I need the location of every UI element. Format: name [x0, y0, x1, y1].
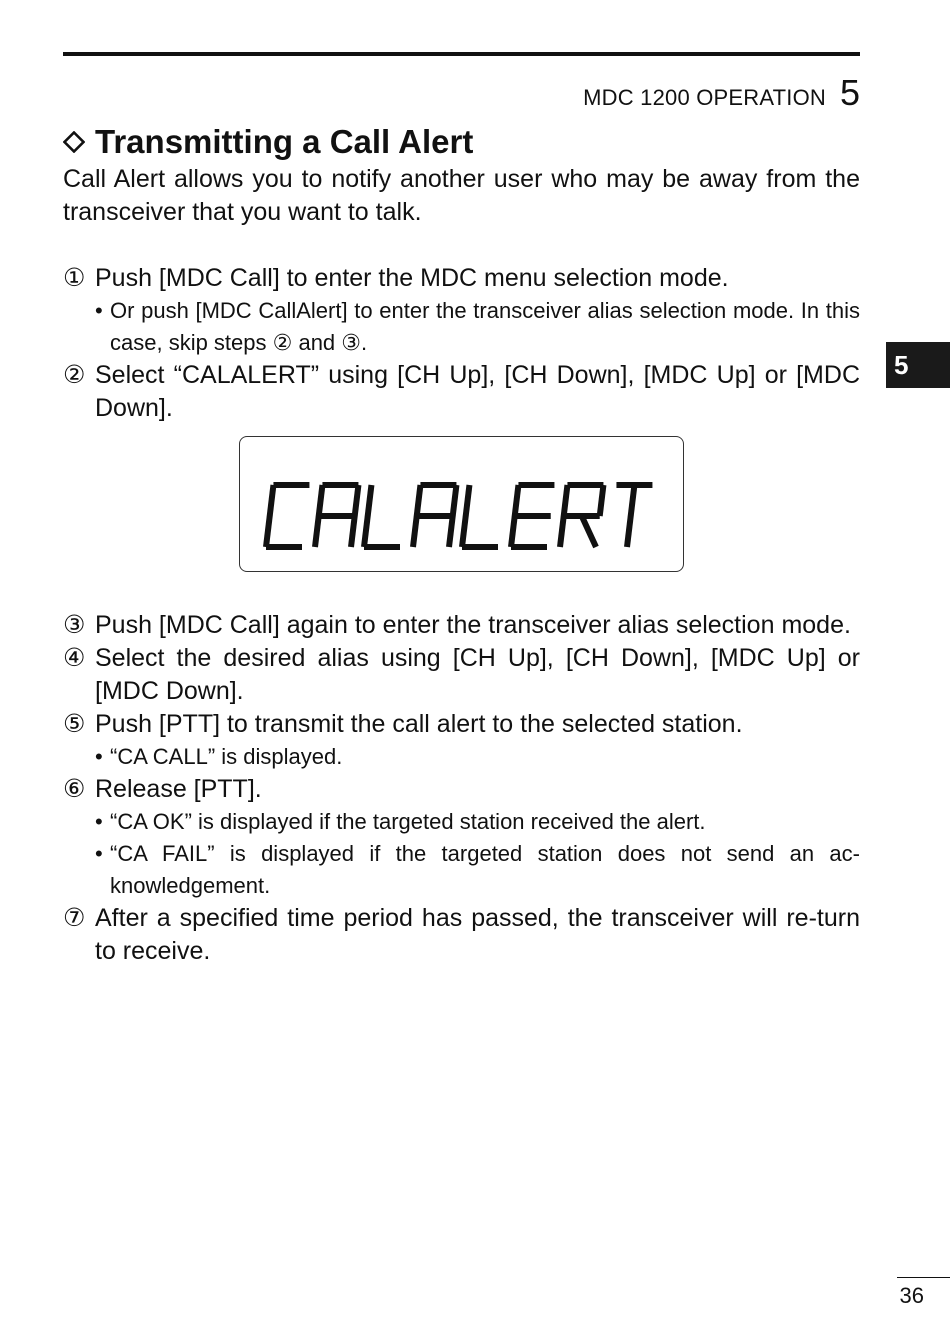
lcd-segment [462, 485, 469, 547]
bullet-mark: • [95, 744, 103, 769]
bullet-mark: • [95, 298, 103, 323]
lcd-segment [582, 516, 596, 547]
heading-text: Transmitting a Call Alert [95, 123, 474, 160]
step-number: ① [63, 264, 86, 292]
steps-list-part-2 [63, 609, 860, 968]
step-text: Push [PTT] to transmit the call alert to the selected station. [95, 710, 743, 738]
lcd-segment [600, 485, 604, 516]
chapter-tab: 5 [886, 342, 950, 388]
bullet-mark: • [95, 809, 103, 834]
page-number: 36 [899, 1283, 924, 1308]
step-text: Release [PTT]. [95, 775, 262, 803]
step-number: ⑤ [63, 710, 86, 738]
step-note-text: “CA OK” is displayed if the targeted station received the alert. [110, 809, 706, 834]
step-note-text: Or push [MDC CallAlert] to enter the transceiver alias selection mode. In this case, skip steps ② and ③. [110, 298, 860, 355]
intro-paragraph: Call Alert allows you to notify another user who may be away from the transceiver that you want to talk. [63, 165, 860, 226]
page-number-rule [897, 1277, 950, 1278]
section-heading [63, 121, 860, 163]
lcd-segment [627, 485, 634, 547]
step-text: Select “CALALERT” using [CH Up], [CH Down], [MDC Up] or [MDC Down]. [95, 361, 860, 422]
step-item [63, 708, 860, 741]
step-item [63, 642, 860, 708]
step-text: After a specified time period has passed, the transceiver will re-turn to receive. [95, 904, 860, 965]
lcd-segment-text [240, 437, 683, 571]
section-number: 5 [839, 72, 860, 113]
section-title: MDC 1200 OPERATION [583, 85, 826, 110]
step-number: ⑦ [63, 904, 86, 932]
step-note-text: “CA CALL” is displayed. [110, 744, 343, 769]
step-item [63, 262, 860, 295]
step-note-text: “CA FAIL” is displayed if the targeted station does not send an ac-knowledgement. [110, 841, 860, 898]
lcd-figure [63, 425, 860, 609]
step-text: Select the desired alias using [CH Up], [CH Down], [MDC Up] or [MDC Down]. [95, 644, 860, 705]
diamond-icon [63, 131, 85, 153]
step-number: ④ [63, 644, 86, 672]
step-number: ② [63, 361, 86, 389]
steps-list-part-1 [63, 262, 860, 425]
lcd-display [239, 436, 684, 572]
step-text: Push [MDC Call] to enter the MDC menu selection mode. [95, 264, 729, 292]
step-note [95, 838, 860, 902]
step-number: ⑥ [63, 775, 86, 803]
step-note [95, 741, 860, 773]
step-note [95, 295, 860, 359]
step-text: Push [MDC Call] again to enter the transceiver alias selection mode. [95, 611, 851, 639]
step-item [63, 359, 860, 425]
lcd-segment [364, 485, 371, 547]
lcd-segment [266, 485, 273, 547]
step-number: ③ [63, 611, 86, 639]
step-note [95, 806, 860, 838]
step-item [63, 609, 860, 642]
step-item [63, 773, 860, 806]
step-item [63, 902, 860, 968]
page-content [63, 121, 860, 968]
bullet-mark: • [95, 841, 103, 866]
running-header [583, 72, 860, 114]
top-rule [63, 52, 860, 56]
